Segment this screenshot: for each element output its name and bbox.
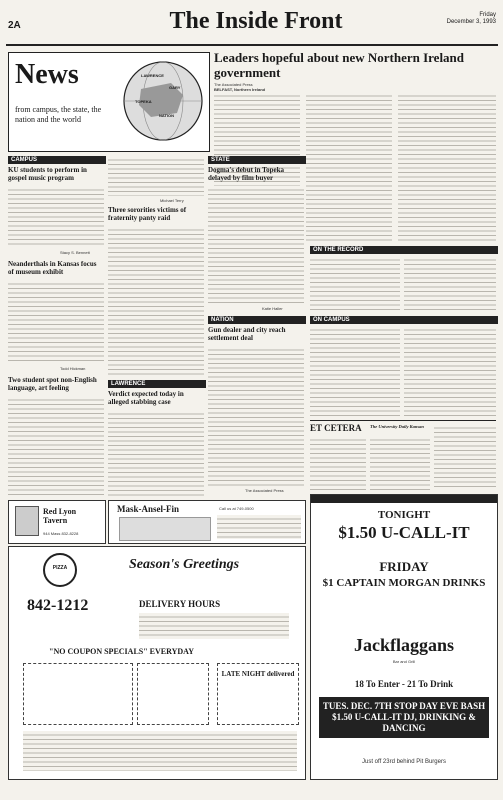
jackflaggans-sub: Bar and Grill: [392, 659, 416, 664]
pizza-logo: PIZZA: [43, 553, 77, 587]
record-column-2: [404, 256, 496, 312]
lead-story: [214, 50, 498, 92]
mask-name: Mask-Ansel-Fin: [117, 504, 180, 514]
middle-story-top-body: [108, 156, 204, 196]
pizza-delivery-hours: DELIVERY HOURS: [139, 599, 221, 609]
on-the-record-header: ON THE RECORD: [310, 246, 498, 254]
nation-byline: The Associated Press: [245, 488, 284, 493]
campus-byline-2: Todd Hickman: [60, 366, 86, 371]
masthead: [6, 4, 498, 46]
state-byline: Katie Haller: [262, 306, 283, 311]
pizza-phone: 842-1212: [27, 597, 89, 614]
pizza-coupon-specials: "NO COUPON SPECIALS" EVERYDAY: [49, 647, 194, 656]
pizza-coupon-3: [217, 663, 299, 725]
jackflaggans-address: Just off 23rd behind Pit Burgers: [362, 759, 446, 765]
campus-headline-3: Two student spot non-English language, art feeling: [8, 376, 97, 392]
pizza-coupon-2: [137, 663, 209, 725]
issue-date: [447, 12, 496, 26]
nation-section-header: NATION: [208, 316, 306, 324]
section-title: The Inside Front: [169, 8, 343, 34]
campus-story-2-body: [8, 280, 104, 364]
nation-story-body: [208, 346, 304, 486]
promo-top-band: [311, 495, 497, 503]
mask-phone: Call us at 749-0500: [219, 506, 254, 511]
et-cetera-column-1: [310, 436, 366, 490]
pizza-coupon-1: [23, 663, 133, 725]
et-cetera-header: ET CETERA: [310, 423, 362, 433]
on-campus-header: ON CAMPUS: [310, 316, 498, 324]
globe-label-topeka: TOPEKA: [135, 99, 152, 104]
on-campus-column-2: [404, 326, 496, 416]
mask-image: [119, 517, 211, 541]
nation-headline: Gun dealer and city reach settlement deal: [208, 326, 286, 342]
on-campus-column-1: [310, 326, 400, 416]
globe-label-lawrence: LAWRENCE: [141, 73, 164, 78]
page-number: 2A: [8, 20, 21, 31]
lawrence-section-header: LAWRENCE: [108, 380, 206, 388]
jackflaggans-name: Jackflaggans: [353, 635, 454, 655]
et-cetera-rule: [310, 420, 496, 421]
promo-tonight: TONIGHT: [377, 509, 431, 521]
middle-headline-1: Three sororities victims of fraternity panty raid: [108, 206, 187, 222]
campus-section-header: CAMPUS: [8, 156, 106, 164]
pizza-hours-list: [139, 613, 289, 639]
et-cetera-column-2: [370, 436, 430, 490]
middle-headline-2: Verdict expected today in alleged stabbing case: [108, 390, 184, 406]
pizza-late-night: LATE NIGHT delivered: [221, 670, 295, 678]
campus-byline-1: Stacy S. Bennett: [60, 250, 90, 255]
state-story-body: [208, 186, 304, 304]
lead-column-3: [398, 92, 496, 242]
pizza-ad: [8, 546, 306, 780]
campus-story-3-body: [8, 396, 104, 496]
red-lyon-logo: [15, 506, 39, 536]
pizza-fine-print: [23, 731, 297, 771]
et-cetera-column-3: [434, 424, 496, 490]
news-box-tagline: from campus, the state, the nation and the world: [15, 105, 102, 124]
lead-dateline: BELFAST, Northern Ireland: [214, 87, 266, 92]
lead-byline: The Associated Press: [214, 82, 253, 87]
red-lyon-name: Red Lyon Tavern: [43, 507, 77, 525]
promo-ad: [310, 494, 498, 780]
globe-label-nation: NATION: [159, 113, 175, 118]
udk-nameplate: The University Daily Kansan: [370, 424, 424, 429]
promo-friday: FRIDAY: [379, 559, 429, 574]
mask-ad: [108, 500, 306, 544]
middle-story-1-body: [108, 226, 204, 376]
promo-tonight-deal: $1.50 U-CALL-IT: [338, 523, 470, 542]
lead-headline: Leaders hopeful about new Northern Ireland government: [214, 50, 465, 80]
state-section-header: STATE: [208, 156, 306, 164]
globe-label-gary: GARY: [169, 85, 181, 90]
globe-icon: [121, 59, 205, 143]
campus-headline-1: KU students to perform in gospel music program: [8, 166, 87, 182]
campus-headline-2: Neanderthals in Kansas focus of museum exhibit: [8, 260, 97, 276]
promo-friday-deal: $1 CAPTAIN MORGAN DRINKS: [322, 577, 486, 589]
issue-date-text: December 3, 1993: [446, 19, 496, 25]
lead-column-2: [306, 92, 392, 242]
pizza-greetings: Season's Greetings: [129, 557, 240, 572]
red-lyon-address: 944 Mass 832-8228: [43, 531, 79, 536]
red-lyon-ad: [8, 500, 106, 544]
issue-day: Friday: [479, 12, 496, 18]
record-column-1: [310, 256, 400, 312]
middle-story-2-body: [108, 410, 204, 496]
news-box-title: News: [15, 59, 79, 90]
jackflaggans-promo: 18 To Enter - 21 To Drink: [354, 679, 454, 689]
state-headline: Dogma's debut in Topeka delayed by film buyer: [208, 166, 285, 182]
jackflaggans-event: TUES. DEC. 7TH STOP DAY EVE BASH $1.50 U-CALL-IT DJ, DRINKING & DANCING: [319, 697, 489, 738]
campus-story-1-body: [8, 186, 104, 248]
news-box: [8, 52, 210, 152]
middle-byline-1: Michael Terry: [160, 198, 184, 203]
mask-details: [217, 515, 301, 539]
